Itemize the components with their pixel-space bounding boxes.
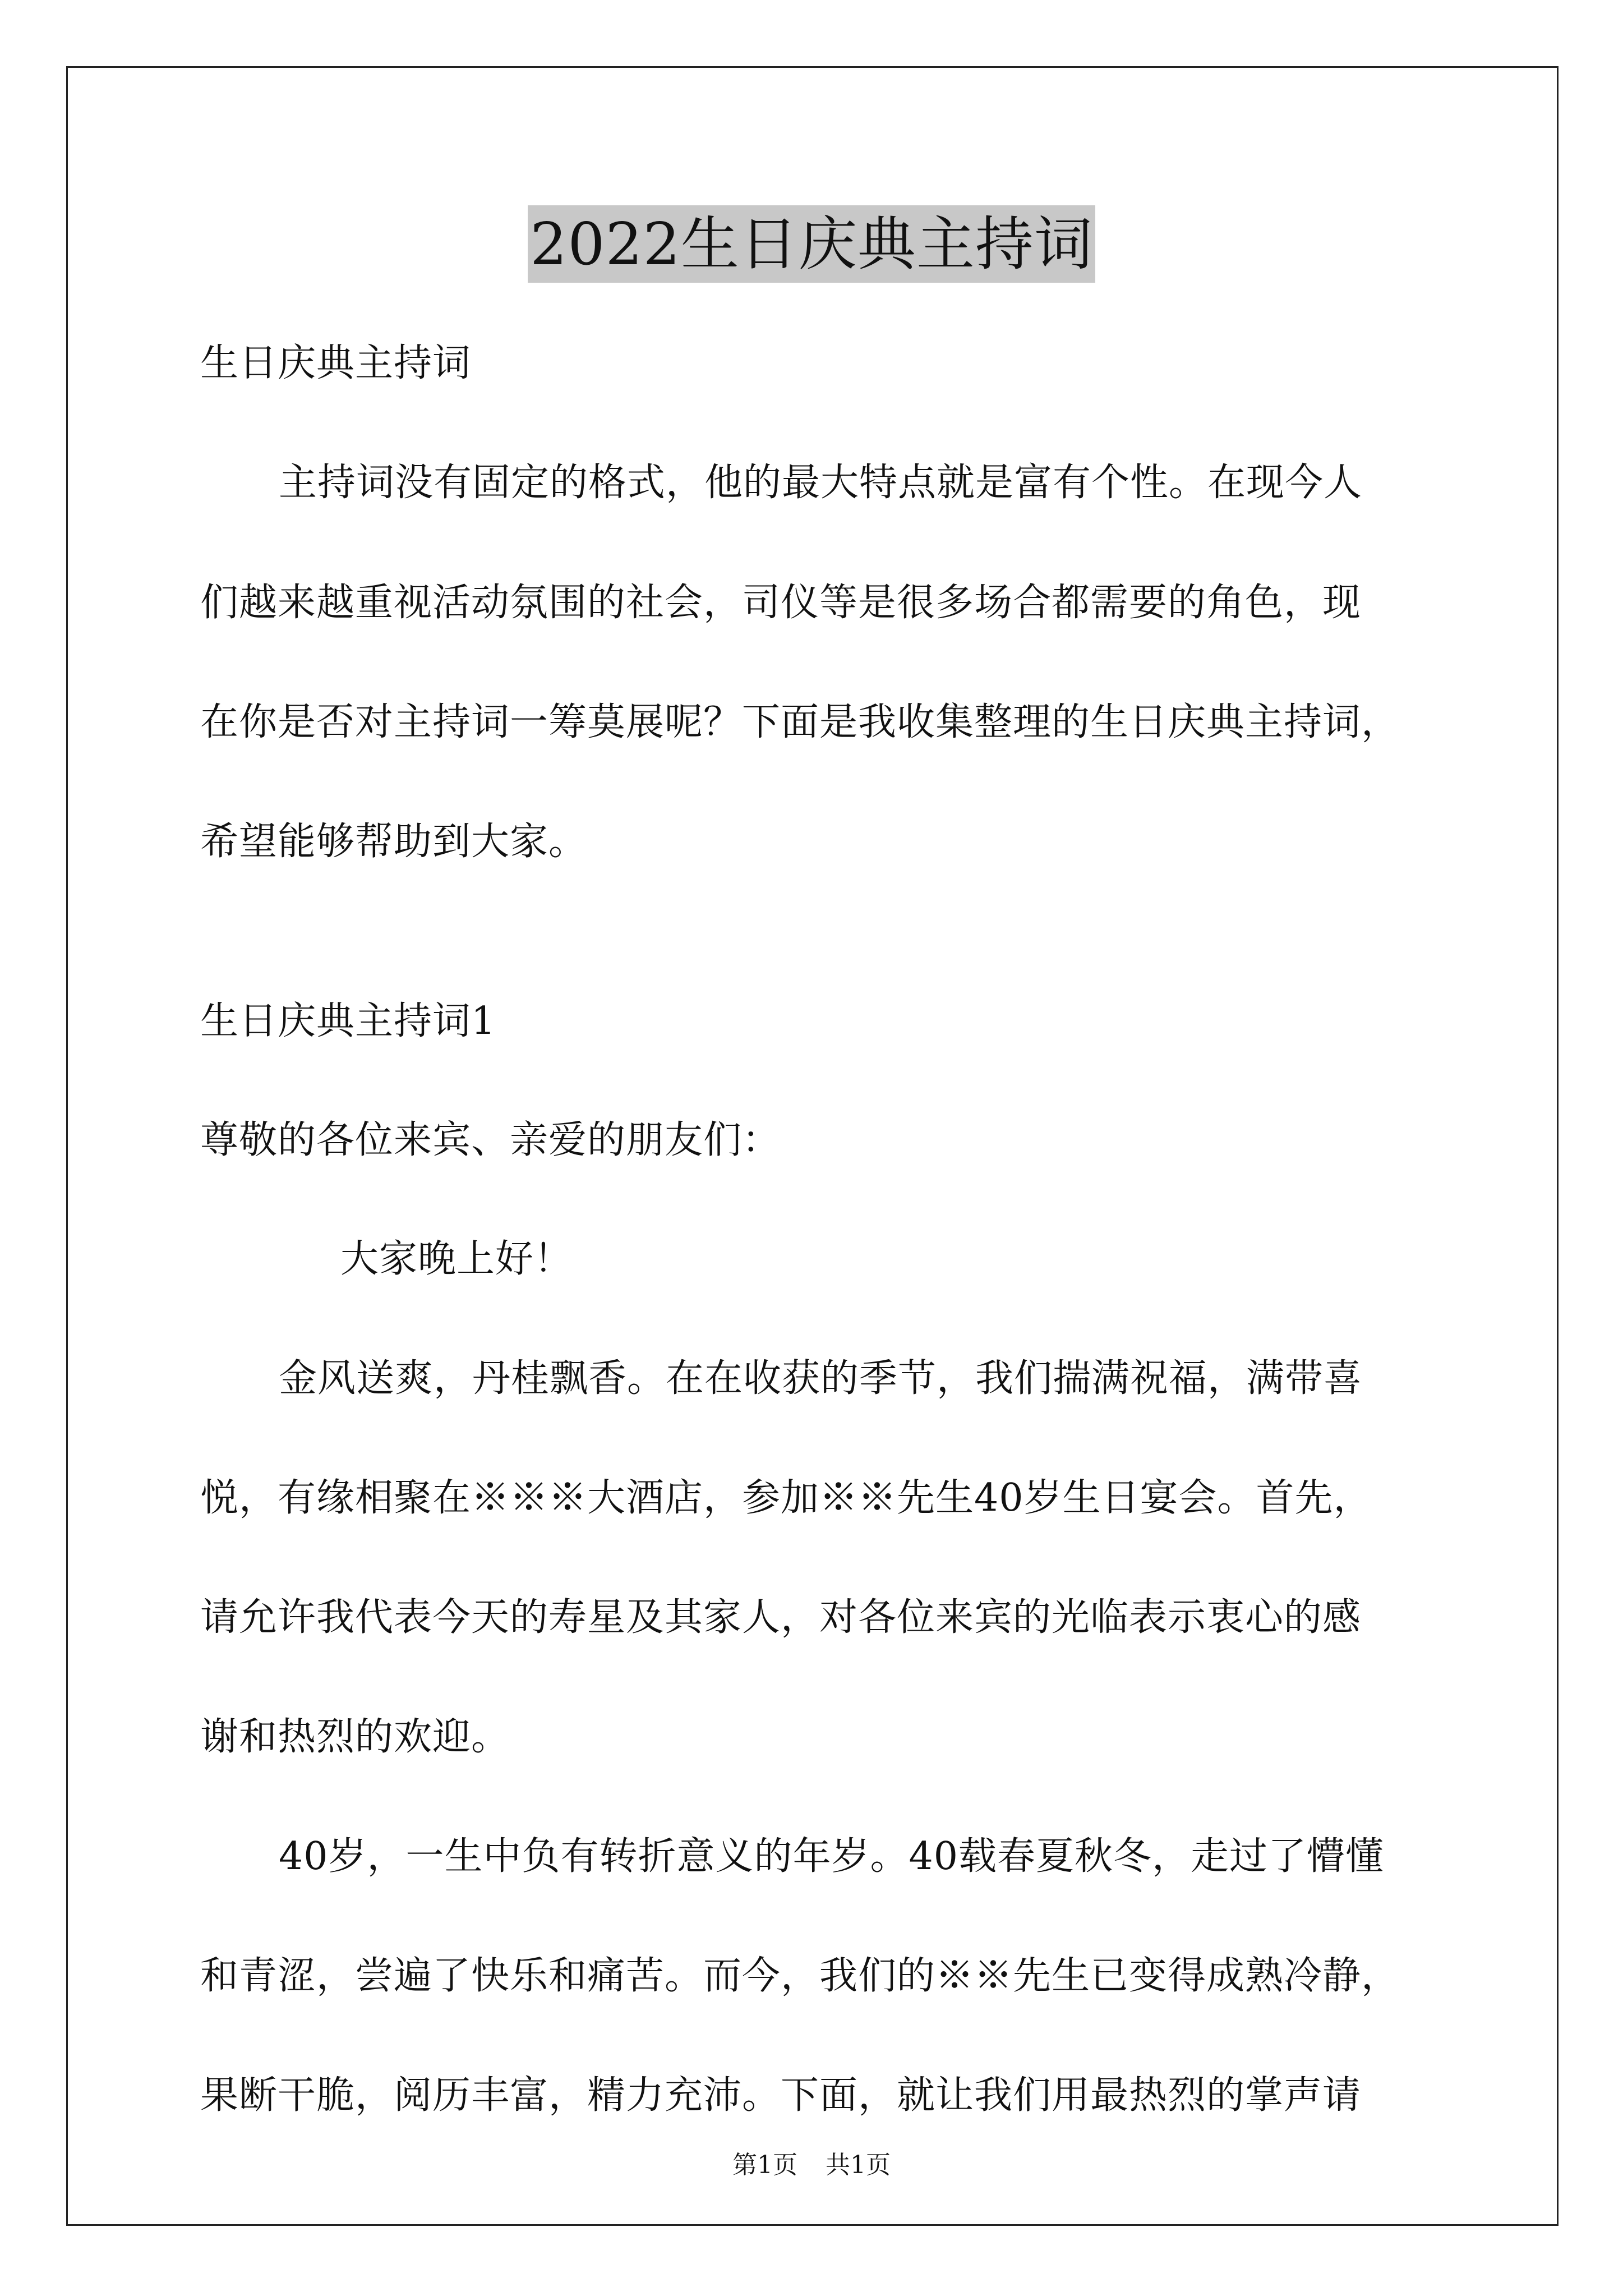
salutation-line: 尊敬的各位来宾、亲爱的朋友们： (200, 1118, 781, 1162)
paragraph-line: 金风送爽，丹桂飘香。在在收获的季节，我们揣满祝福，满带喜 (279, 1356, 1363, 1401)
paragraph-line: 悦，有缘相聚在※※※大酒店，参加※※先生40岁生日宴会。首先， (200, 1476, 1372, 1520)
paragraph-line: 们越来越重视活动氛围的社会，司仪等是很多场合都需要的角色，现 (200, 581, 1362, 625)
paragraph-line: 谢和热烈的欢迎。 (200, 1715, 510, 1759)
page-footer (0, 2148, 1623, 2182)
paragraph-line: 果断干脆，阅历丰富，精力充沛。下面，就让我们用最热烈的掌声请 (200, 2073, 1362, 2118)
paragraph-line: 请允许我代表今天的寿星及其家人，对各位来宾的光临表示衷心的感 (200, 1595, 1362, 1640)
paragraph-line: 在你是否对主持词一筹莫展呢？下面是我收集整理的生日庆典主持词， (200, 700, 1400, 744)
page-total: 共1页 (826, 2151, 891, 2179)
paragraph-line: 40岁，一生中负有转折意义的年岁。40载春夏秋冬，走过了懵懂 (279, 1834, 1385, 1879)
section-heading: 生日庆典主持词 (200, 341, 472, 385)
page-number: 第1页 (732, 2151, 797, 2179)
document-title: 2022生日庆典主持词 (528, 205, 1095, 283)
title-container (0, 205, 1623, 283)
paragraph-line: 希望能够帮助到大家。 (200, 820, 588, 864)
greeting-line: 大家晚上好！ (340, 1237, 573, 1281)
paragraph-line: 和青涩，尝遍了快乐和痛苦。而今，我们的※※先生已变得成熟冷静， (200, 1954, 1400, 1998)
paragraph-line: 主持词没有固定的格式，他的最大特点就是富有个性。在现今人 (279, 461, 1363, 505)
section-heading: 生日庆典主持词1 (200, 999, 496, 1043)
